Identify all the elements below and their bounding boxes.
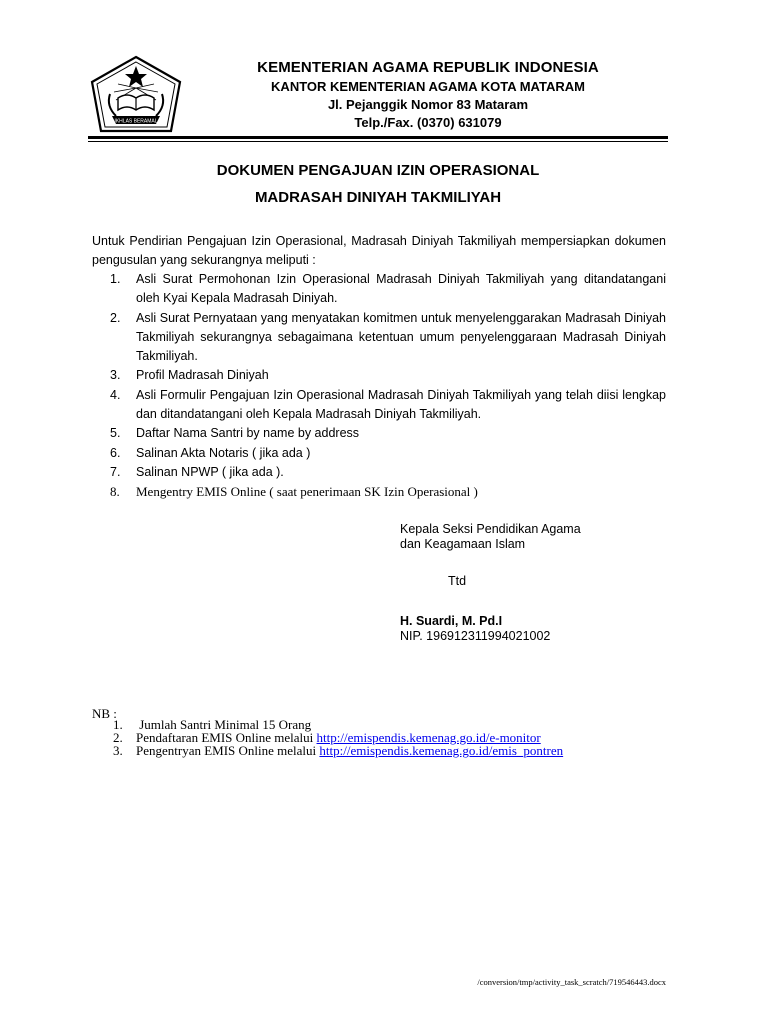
- document-title-line1: DOKUMEN PENGAJUAN IZIN OPERASIONAL: [216, 162, 540, 179]
- list-item-number: 8.: [110, 484, 120, 500]
- file-path-footer: /conversion/tmp/activity_task_scratch/719546443.docx: [477, 977, 666, 987]
- list-item-text: Asli Formulir Pengajuan Izin Operasional Madrasah Diniyah Takmiliyah yang telah diisi lengkap dan ditandatangani oleh Kepala Madrasah Diniyah Takmiliyah.: [136, 387, 666, 422]
- document-title: [88, 157, 668, 211]
- list-item-text: Salinan NPWP ( jika ada ).: [136, 464, 284, 479]
- intro-paragraph: Untuk Pendirian Pengajuan Izin Operasional, Madrasah Diniyah Takmiliyah mempersiapkan dokumen pengusulan yang sekurangnya meliputi :: [92, 234, 666, 268]
- list-item-text: Jumlah Santri Minimal 15 Orang: [136, 717, 312, 732]
- list-item-text: Asli Surat Pernyataan yang menyatakan komitmen untuk menyelenggarakan Madrasah Diniyah Takmiliyah sekurangnya sebagaimana ketentuan umum penyelenggaraan Madrasah Diniyah Takmiliyah.: [136, 310, 666, 364]
- requirements-list: [92, 270, 666, 502]
- list-item-number: 2.: [110, 310, 121, 325]
- signatory-nip: NIP. 196912311994021002: [400, 629, 551, 643]
- list-item-number: 7.: [110, 464, 121, 479]
- office-phone: Telp./Fax. (0370) 631079: [354, 115, 502, 130]
- list-item-number: 4.: [110, 387, 121, 402]
- letterhead-divider-thick: [88, 136, 668, 139]
- document-title-line2: MADRASAH DINIYAH TAKMILIYAH: [254, 189, 502, 206]
- list-item: [92, 424, 666, 443]
- list-item-number: 2.: [113, 730, 123, 745]
- list-item: [92, 309, 666, 367]
- signatory-position-line1: Kepala Seksi Pendidikan Agama: [400, 522, 581, 536]
- list-item: [92, 744, 666, 757]
- list-item: [92, 386, 666, 425]
- signatory-name: H. Suardi, M. Pd.I: [400, 614, 503, 628]
- list-item-number: 1.: [110, 272, 121, 286]
- list-item: [92, 270, 666, 309]
- signature-block: [400, 522, 581, 643]
- letterhead-text: [188, 58, 668, 132]
- list-item-number: 5.: [110, 426, 121, 441]
- emis-monitor-link[interactable]: http://emispendis.kemenag.go.id/e-monitor: [316, 730, 541, 745]
- list-item: [92, 366, 666, 385]
- signatory-position-line2: dan Keagamaan Islam: [400, 537, 526, 551]
- list-item-text: Mengentry EMIS Online ( saat penerimaan SK Izin Operasional ): [136, 484, 478, 500]
- ministry-name: KEMENTERIAN AGAMA REPUBLIK INDONESIA: [257, 59, 599, 76]
- office-address: Jl. Pejanggik Nomor 83 Mataram: [327, 97, 529, 112]
- nb-list: [92, 718, 666, 757]
- letterhead-divider-thin: [88, 141, 668, 142]
- letterhead: [88, 54, 668, 138]
- list-item-text: Pendaftaran EMIS Online melalui: [136, 730, 317, 745]
- list-item-text: Profil Madrasah Diniyah: [136, 368, 269, 383]
- list-item: [92, 482, 666, 501]
- signature-mark: Ttd: [448, 574, 467, 588]
- list-item-number: 1.: [113, 717, 123, 732]
- kemenag-emblem-icon: [88, 54, 184, 134]
- emis-pontren-link[interactable]: http://emispendis.kemenag.go.id/emis_pontren: [319, 743, 564, 758]
- list-item-number: 3.: [110, 368, 121, 383]
- list-item-text: Asli Surat Permohonan Izin Operasional Madrasah Diniyah Takmiliyah yang ditandatangani oleh Kyai Kepala Madrasah Diniyah.: [136, 272, 666, 306]
- nb-label: NB :: [92, 706, 117, 721]
- list-item-text: Salinan Akta Notaris ( jika ada ): [136, 445, 311, 460]
- list-item-text: Daftar Nama Santri by name by address: [136, 426, 360, 441]
- list-item-number: 6.: [110, 445, 121, 460]
- list-item: [92, 463, 666, 482]
- list-item-text: Pengentryan EMIS Online melalui: [136, 743, 320, 758]
- list-item: [92, 444, 666, 463]
- emblem-motto: IKHLAS BERAMAL: [114, 118, 158, 125]
- office-name: KANTOR KEMENTERIAN AGAMA KOTA MATARAM: [271, 79, 585, 94]
- list-item-number: 3.: [113, 743, 123, 758]
